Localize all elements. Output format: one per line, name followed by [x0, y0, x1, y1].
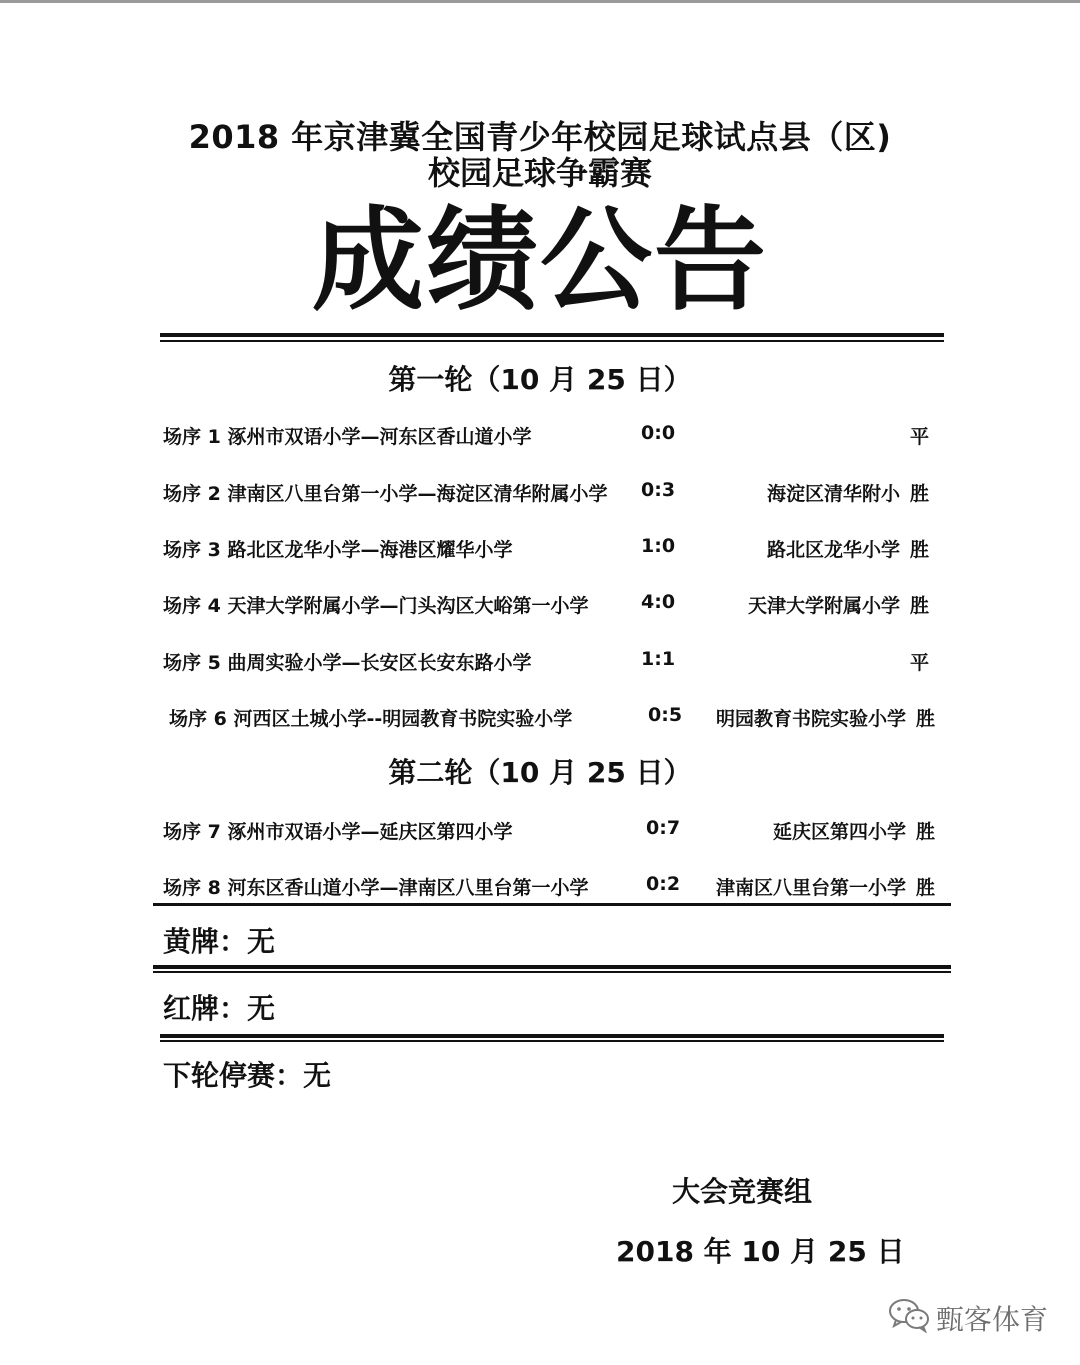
match-score: 0:3 [641, 479, 676, 501]
watermark [888, 1296, 1048, 1340]
match-teams: 场序 4 天津大学附属小学—门头沟区大峪第一小学 [163, 595, 589, 617]
match-winner: 明园教育书院实验小学 [715, 708, 906, 730]
match-score: 0:2 [646, 873, 681, 895]
match-row [0, 873, 1080, 903]
round-1-title: 第一轮（10 月 25 日） [388, 363, 692, 396]
match-teams: 场序 1 涿州市双语小学—河东区香山道小学 [163, 426, 532, 448]
match-result: 胜 [910, 595, 930, 617]
match-row [0, 535, 1080, 565]
match-result: 胜 [916, 877, 936, 899]
yellow-card-info: 黄牌：无 [163, 925, 276, 958]
match-score: 1:0 [641, 535, 676, 557]
match-row [0, 704, 1080, 734]
event-name: 2018 年京津冀全国青少年校园足球试点县（区) [188, 118, 892, 156]
wechat-icon [888, 1297, 936, 1340]
page-title: 成绩公告 [312, 196, 768, 326]
match-row [0, 591, 1080, 621]
match-teams: 场序 6 河西区土城小学--明园教育书院实验小学 [169, 708, 573, 730]
section-divider [153, 965, 951, 969]
suspension-info: 下轮停赛：无 [163, 1059, 332, 1092]
watermark-text: 甄客体育 [936, 1303, 1049, 1336]
match-row [0, 479, 1080, 509]
match-row [0, 422, 1080, 452]
match-score: 4:0 [641, 591, 676, 613]
match-teams: 场序 2 津南区八里台第一小学—海淀区清华附属小学 [163, 483, 608, 505]
publish-date: 2018 年 10 月 25 日 [616, 1235, 905, 1268]
match-teams: 场序 7 涿州市双语小学—延庆区第四小学 [163, 821, 513, 843]
match-result: 胜 [916, 708, 936, 730]
match-teams: 场序 5 曲周实验小学—长安区长安东路小学 [163, 652, 532, 674]
match-score: 0:0 [641, 422, 676, 444]
match-result: 平 [910, 652, 930, 674]
match-score: 1:1 [641, 648, 676, 670]
match-winner: 天津大学附属小学 [747, 595, 900, 617]
top-border [0, 0, 1080, 3]
match-result: 胜 [910, 539, 930, 561]
match-winner: 延庆区第四小学 [772, 821, 906, 843]
match-result: 平 [910, 426, 930, 448]
match-score: 0:7 [646, 817, 681, 839]
match-teams: 场序 3 路北区龙华小学—海港区耀华小学 [163, 539, 513, 561]
match-row [0, 817, 1080, 847]
match-result: 胜 [916, 821, 936, 843]
match-winner: 路北区龙华小学 [766, 539, 900, 561]
match-score: 0:5 [648, 704, 683, 726]
match-row [0, 648, 1080, 678]
title-divider [160, 333, 944, 337]
organizer: 大会竞赛组 [672, 1175, 813, 1208]
match-teams: 场序 8 河东区香山道小学—津南区八里台第一小学 [163, 877, 589, 899]
event-subtitle: 校园足球争霸赛 [427, 154, 652, 192]
match-winner: 海淀区清华附小 [766, 483, 900, 505]
match-winner: 津南区八里台第一小学 [715, 877, 906, 899]
red-card-info: 红牌：无 [163, 992, 276, 1025]
section-divider [153, 903, 951, 906]
round-2-title: 第二轮（10 月 25 日） [388, 756, 692, 789]
section-divider [160, 1034, 944, 1038]
match-result: 胜 [910, 483, 930, 505]
